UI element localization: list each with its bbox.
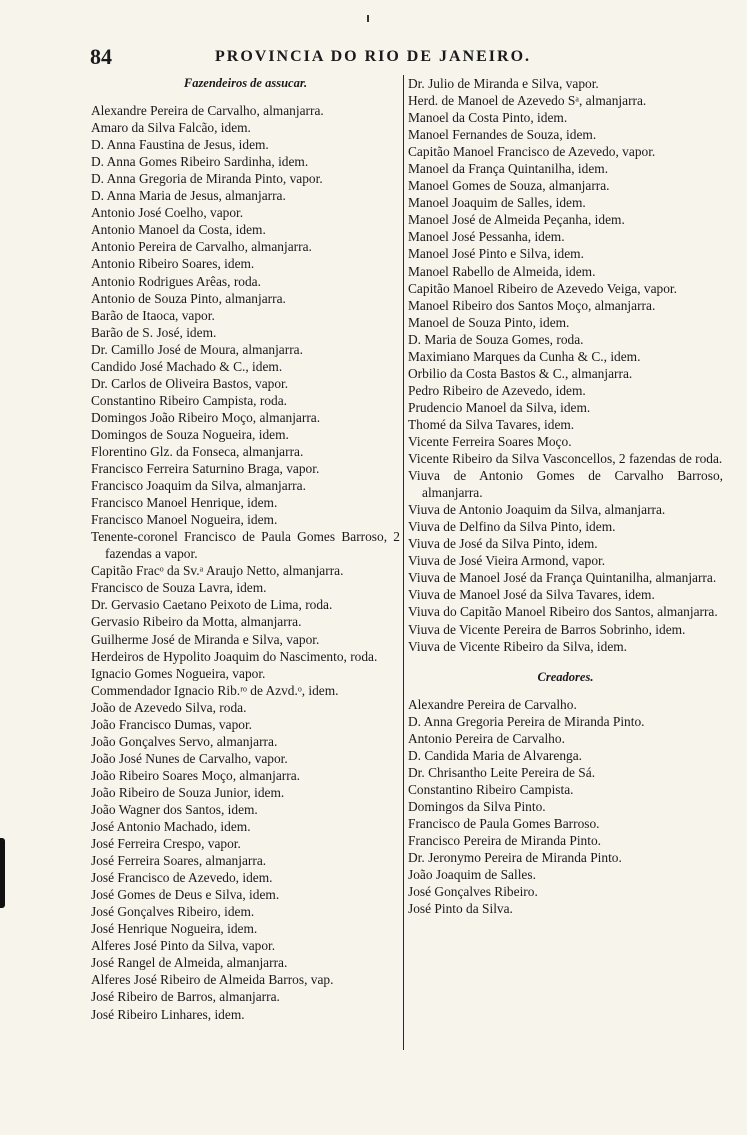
list-item: Ignacio Gomes Nogueira, vapor. [91, 665, 266, 681]
list-item: José Francisco de Azevedo, idem. [91, 870, 273, 886]
list-item: Manoel Ribeiro dos Santos Moço, almanjarra. [408, 297, 656, 313]
list-item: Francisco Joaquim da Silva, almanjarra. [91, 478, 306, 494]
list-item: Florentino Glz. da Fonseca, almanjarra. [91, 443, 304, 459]
list-item: Antonio Ribeiro Soares, idem. [91, 256, 255, 272]
list-item: D. Anna Gregoria Pereira de Miranda Pinto. [408, 713, 645, 729]
list-item: Francisco de Souza Lavra, idem. [91, 580, 267, 596]
list-item: Antonio Manoel da Costa, idem. [91, 222, 266, 238]
list-item: Capitão Fracᵒ da Sv.ᵃ Araujo Netto, almanjarra. [91, 563, 344, 579]
list-item: João Ribeiro Soares Moço, almanjarra. [91, 767, 300, 783]
list-item: Viuva de José Vieira Armond, vapor. [408, 553, 606, 569]
list-item: Thomé da Silva Tavares, idem. [408, 416, 575, 432]
list-item: Antonio Pereira de Carvalho, almanjarra. [91, 239, 312, 255]
list-item: Antonio Pereira de Carvalho. [408, 730, 565, 746]
list-item: Viuva de Manoel José da Silva Tavares, idem. [408, 587, 655, 603]
list-item: Manoel Gomes de Souza, almanjarra. [408, 178, 610, 194]
running-title: PROVINCIA DO RIO DE JANEIRO. [215, 48, 532, 65]
right-column [408, 75, 723, 917]
list-item: D. Anna Gomes Ribeiro Sardinha, idem. [91, 154, 309, 170]
list-item: Dr. Jeronymo Pereira de Miranda Pinto. [408, 850, 622, 866]
list-item: Barão de S. José, idem. [91, 324, 217, 340]
list-item: João Ribeiro de Souza Junior, idem. [91, 784, 285, 800]
list-item: José Ferreira Soares, almanjarra. [91, 853, 267, 869]
list-item: Manoel José Pinto e Silva, idem. [408, 246, 584, 262]
list-item: Maximiano Marques da Cunha & C., idem. [408, 348, 641, 364]
page-number: 84 [90, 44, 112, 69]
column-divider [403, 75, 404, 1050]
list-item: Pedro Ribeiro de Azevedo, idem. [408, 382, 586, 398]
list-item: Manoel Fernandes de Souza, idem. [408, 127, 597, 143]
list-item: Domingos de Souza Nogueira, idem. [91, 426, 289, 442]
list-item: José Gonçalves Ribeiro, idem. [91, 904, 255, 920]
list-item: José Pinto da Silva. [408, 901, 513, 917]
list-item: João de Azevedo Silva, roda. [91, 699, 247, 715]
list-item: Domingos da Silva Pinto. [408, 798, 546, 814]
list-item: Alferes José Pinto da Silva, vapor. [91, 938, 276, 954]
section-title-fazendeiros: Fazendeiros de assucar. [183, 76, 308, 90]
list-item: João Wagner dos Santos, idem. [91, 801, 258, 817]
list-item: Dr. Gervasio Caetano Peixoto de Lima, roda. [91, 597, 333, 613]
list-item: Dr. Camillo José de Moura, almanjarra. [91, 341, 303, 357]
page-header [90, 44, 715, 72]
list-item: Manoel José Pessanha, idem. [408, 229, 565, 245]
list-item: Manoel da Costa Pinto, idem. [408, 110, 568, 126]
fazendeiros-list-continued [408, 75, 723, 655]
list-item: Manoel Rabello de Almeida, idem. [408, 263, 596, 279]
list-item: José Antonio Machado, idem. [91, 819, 251, 835]
list-item: José Gonçalves Ribeiro. [408, 884, 538, 900]
list-item: Francisco Manoel Nogueira, idem. [91, 512, 278, 528]
list-item: Viuva de José da Silva Pinto, idem. [408, 536, 598, 552]
list-item: Viuva de Manoel José da França Quintanilha, almanjarra. [408, 570, 717, 586]
list-item: José Henrique Nogueira, idem. [91, 921, 258, 937]
list-item: João Francisco Dumas, vapor. [91, 716, 253, 732]
list-item: Herdeiros de Hypolito Joaquim do Nascimento, roda. [91, 648, 378, 664]
fazendeiros-list [91, 102, 400, 1023]
list-item: Alexandre Pereira de Carvalho, almanjarra. [91, 103, 324, 119]
left-column [91, 75, 400, 1023]
list-item: Constantino Ribeiro Campista, roda. [91, 392, 288, 408]
list-item: Francisco Manoel Henrique, idem. [91, 495, 278, 511]
list-item: Antonio José Coelho, vapor. [91, 205, 244, 221]
list-item: José Rangel de Almeida, almanjarra. [91, 955, 288, 971]
list-item: João José Nunes de Carvalho, vapor. [91, 750, 288, 766]
list-item: Viuva de Antonio Gomes de Carvalho Barroso, almanjarra. [408, 468, 723, 501]
list-item: Antonio de Souza Pinto, almanjarra. [91, 290, 286, 306]
list-item: D. Anna Faustina de Jesus, idem. [91, 137, 269, 153]
list-item: Capitão Manoel Francisco de Azevedo, vapor. [408, 144, 656, 160]
binding-mark [0, 838, 5, 908]
list-item: Vicente Ferreira Soares Moço. [408, 433, 572, 449]
list-item: Dr. Carlos de Oliveira Bastos, vapor. [91, 375, 289, 391]
list-item: D. Anna Maria de Jesus, almanjarra. [91, 188, 286, 204]
list-item: Viuva de Antonio Joaquim da Silva, almanjarra. [408, 502, 666, 518]
list-item: Amaro da Silva Falcão, idem. [91, 120, 251, 136]
list-item: Dr. Chrisantho Leite Pereira de Sá. [408, 764, 596, 780]
list-item: João Gonçalves Servo, almanjarra. [91, 733, 278, 749]
list-item: Viuva de Delfino da Silva Pinto, idem. [408, 519, 616, 535]
list-item: Constantino Ribeiro Campista. [408, 781, 574, 797]
list-item: Francisco Pereira de Miranda Pinto. [408, 833, 601, 849]
list-item: Vicente Ribeiro da Silva Vasconcellos, 2 fazendas de roda. [408, 451, 723, 467]
print-mark [367, 15, 369, 22]
list-item: Manoel Joaquim de Salles, idem. [408, 195, 586, 211]
list-item: Orbilio da Costa Bastos & C., almanjarra. [408, 365, 633, 381]
list-item: Prudencio Manoel da Silva, idem. [408, 399, 591, 415]
list-item: Domingos João Ribeiro Moço, almanjarra. [91, 409, 321, 425]
list-item: José Ribeiro de Barros, almanjarra. [91, 989, 280, 1005]
list-item: Barão de Itaoca, vapor. [91, 307, 215, 323]
section-title-creadores: Creadores. [537, 669, 594, 684]
list-item: Herd. de Manoel de Azevedo Sᵃ, almanjarra. [408, 93, 647, 109]
list-item: Francisco Ferreira Saturnino Braga, vapor. [91, 461, 320, 477]
list-item: D. Candida Maria de Alvarenga. [408, 747, 583, 763]
list-item: Commendador Ignacio Rib.ʳᵒ de Azvd.ᵒ, idem. [91, 682, 339, 698]
list-item: João Joaquim de Salles. [408, 867, 536, 883]
list-item: Manoel de Souza Pinto, idem. [408, 314, 570, 330]
list-item: José Gomes de Deus e Silva, idem. [91, 887, 280, 903]
creadores-list [408, 696, 723, 918]
list-item: D. Maria de Souza Gomes, roda. [408, 331, 584, 347]
list-item: José Ferreira Crespo, vapor. [91, 836, 241, 852]
list-item: Tenente-coronel Francisco de Paula Gomes Barroso, 2 fazendas a vapor. [91, 529, 400, 562]
list-item: Viuva de Vicente Pereira de Barros Sobrinho, idem. [408, 621, 686, 637]
list-item: Viuva de Vicente Ribeiro da Silva, idem. [408, 638, 628, 654]
list-item: Dr. Julio de Miranda e Silva, vapor. [408, 76, 599, 91]
list-item: Candido José Machado & C., idem. [91, 358, 283, 374]
list-item: José Ribeiro Linhares, idem. [91, 1006, 245, 1022]
list-item: Gervasio Ribeiro da Motta, almanjarra. [91, 614, 302, 630]
list-item: Guilherme José de Miranda e Silva, vapor. [91, 631, 320, 647]
list-item: Antonio Rodrigues Arêas, roda. [91, 273, 261, 289]
list-item: Viuva do Capitão Manoel Ribeiro dos Santos, almanjarra. [408, 604, 718, 620]
list-item: D. Anna Gregoria de Miranda Pinto, vapor. [91, 171, 323, 187]
list-item: Francisco de Paula Gomes Barroso. [408, 815, 600, 831]
list-item: Capitão Manoel Ribeiro de Azevedo Veiga, vapor. [408, 280, 677, 296]
list-item: Alferes José Ribeiro de Almeida Barros, vap. [91, 972, 334, 988]
list-item: Manoel José de Almeida Peçanha, idem. [408, 212, 625, 228]
list-item: Alexandre Pereira de Carvalho. [408, 696, 577, 712]
list-item: Manoel da França Quintanilha, idem. [408, 161, 609, 177]
